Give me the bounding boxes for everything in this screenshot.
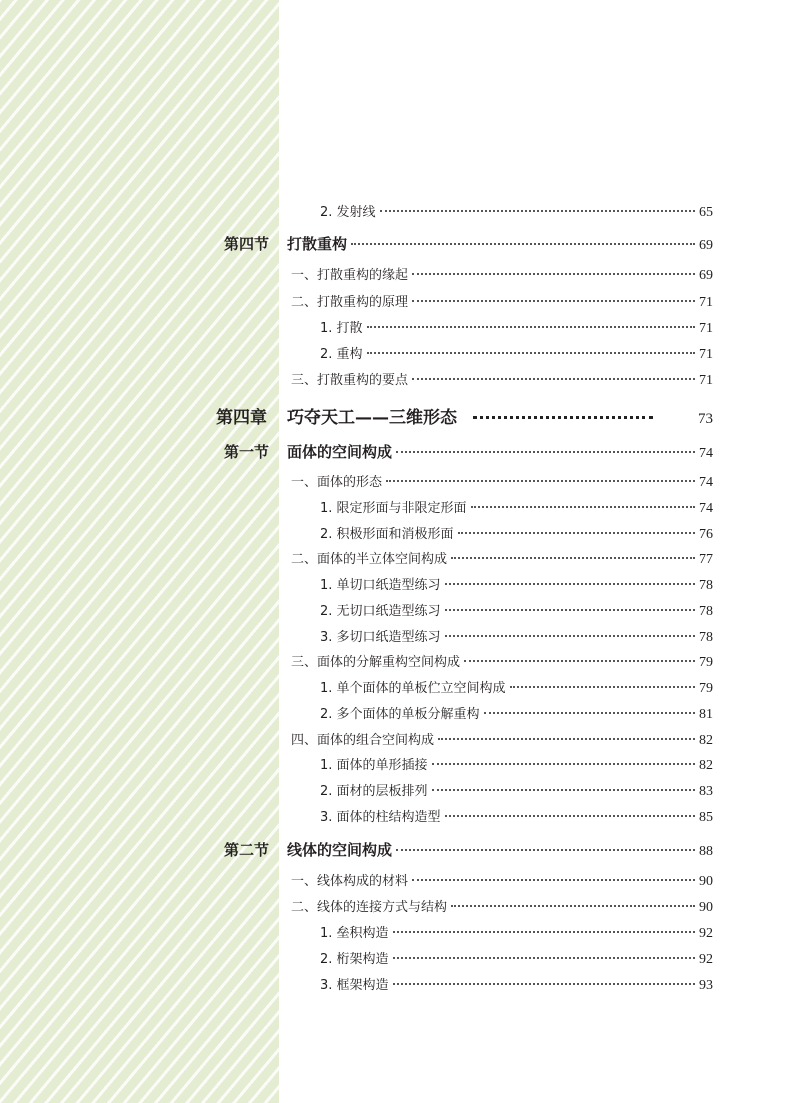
toc-entry-page: 85 [699, 810, 713, 825]
section-number: 第二节 [223, 841, 269, 859]
toc-entry-page: 90 [699, 874, 713, 889]
toc-entry-title: 2. 桁架构造 [320, 952, 389, 967]
toc-entry[interactable] [291, 729, 713, 749]
toc-entry-page: 90 [699, 900, 713, 915]
toc-entry-title: 一、线体构成的材料 [291, 874, 409, 889]
toc-entry-page: 71 [699, 295, 713, 310]
toc-entry[interactable] [320, 974, 713, 994]
dot-leader [451, 905, 695, 907]
toc-entry-title: 3. 多切口纸造型练习 [320, 630, 441, 645]
toc-entry[interactable] [287, 441, 713, 462]
dot-leader [471, 506, 695, 508]
toc-entry[interactable] [291, 369, 713, 389]
toc-entry[interactable] [287, 839, 713, 860]
toc-entry-title: 1. 单切口纸造型练习 [320, 578, 441, 593]
dot-leader [396, 451, 695, 453]
dot-leader [445, 635, 695, 637]
toc-entry-title: 2. 重构 [320, 347, 363, 362]
toc-entry[interactable] [291, 896, 713, 916]
toc-entry-title: 2. 多个面体的单板分解重构 [320, 707, 480, 722]
toc-entry-page: 78 [699, 630, 713, 645]
toc-entry[interactable] [320, 754, 713, 774]
dot-leader [510, 686, 695, 688]
dot-leader [445, 609, 695, 611]
toc-entry-title: 1. 单个面体的单板伫立空间构成 [320, 681, 506, 696]
toc-entry-page: 82 [699, 733, 713, 748]
toc-entry-title: 巧夺天工——三维形态 [287, 408, 457, 428]
toc-entry-title: 3. 面体的柱结构造型 [320, 810, 441, 825]
toc-entry[interactable] [320, 948, 713, 968]
toc-entry-page: 82 [699, 758, 713, 773]
toc-entry[interactable] [291, 548, 713, 568]
toc-entry-page: 71 [699, 373, 713, 388]
toc-entry[interactable] [320, 626, 713, 646]
toc-entry[interactable] [291, 291, 713, 311]
chapter-number: 第四章 [216, 408, 267, 428]
toc-entry-title: 2. 面材的层板排列 [320, 784, 428, 799]
dot-leader [445, 815, 695, 817]
dot-leader [451, 557, 695, 559]
toc-entry[interactable] [320, 780, 713, 800]
toc-entry-title: 2. 发射线 [320, 205, 376, 220]
toc-entry-page: 74 [699, 475, 713, 490]
toc-entry[interactable] [320, 600, 713, 620]
toc-entry-title: 1. 限定形面与非限定形面 [320, 501, 467, 516]
dot-leader [458, 532, 695, 534]
section-number: 第一节 [223, 443, 269, 461]
toc-entry-title: 一、打散重构的缘起 [291, 268, 409, 283]
toc-entry-page: 76 [699, 527, 713, 542]
toc-entry-page: 92 [699, 952, 713, 967]
dot-leader [393, 931, 695, 933]
toc-entry-title: 1. 打散 [320, 321, 363, 336]
dot-leader [484, 712, 695, 714]
toc-entry-title: 一、面体的形态 [291, 475, 383, 490]
dot-leader [438, 738, 695, 740]
dot-leader [432, 763, 695, 765]
toc-entry-page: 92 [699, 926, 713, 941]
dot-leader [412, 273, 695, 275]
toc-entry-title: 二、打散重构的原理 [291, 295, 409, 310]
toc-entry-title: 三、面体的分解重构空间构成 [291, 655, 461, 670]
dot-leader [396, 849, 695, 851]
toc-entry-page: 93 [699, 978, 713, 993]
toc-entry-title: 1. 面体的单形插接 [320, 758, 428, 773]
toc-entry-page: 78 [699, 604, 713, 619]
toc-entry[interactable] [291, 870, 713, 890]
toc-entry-title: 线体的空间构成 [287, 841, 393, 859]
toc-entry[interactable] [320, 574, 713, 594]
toc-entry[interactable] [320, 922, 713, 942]
toc-entry-page: 65 [699, 205, 713, 220]
dot-leader [367, 352, 695, 354]
toc-entry-title: 二、面体的半立体空间构成 [291, 552, 448, 567]
toc-entry-page: 69 [699, 268, 713, 283]
toc-entry-title: 2. 积极形面和消极形面 [320, 527, 454, 542]
toc-entry-title: 二、线体的连接方式与结构 [291, 900, 448, 915]
dot-leader [473, 416, 653, 419]
toc-entry-title: 2. 无切口纸造型练习 [320, 604, 441, 619]
dot-leader [367, 326, 695, 328]
toc-entry-page: 74 [699, 446, 713, 461]
toc-entry-page: 73 [698, 411, 713, 427]
toc-entry-title: 打散重构 [287, 235, 348, 253]
dot-leader [445, 583, 695, 585]
dot-leader [412, 879, 695, 881]
toc-entry[interactable] [320, 806, 713, 826]
toc-entry-title: 3. 框架构造 [320, 978, 389, 993]
toc-entry[interactable] [291, 471, 713, 491]
toc-entry-title: 面体的空间构成 [287, 443, 393, 461]
toc-entry-page: 69 [699, 238, 713, 253]
toc-entry-page: 78 [699, 578, 713, 593]
dot-leader [412, 378, 695, 380]
dot-leader [432, 789, 695, 791]
section-number: 第四节 [223, 235, 269, 253]
toc-entry[interactable] [320, 201, 713, 221]
toc-entry-page: 71 [699, 321, 713, 336]
toc-entry-page: 77 [699, 552, 713, 567]
toc-entry[interactable] [320, 343, 713, 363]
toc-entry-page: 81 [699, 707, 713, 722]
dot-leader [380, 210, 695, 212]
toc-entry-page: 79 [699, 681, 713, 696]
toc-entry[interactable] [287, 233, 713, 254]
toc-entry[interactable] [291, 264, 713, 284]
toc-entry[interactable] [320, 497, 713, 517]
toc-entry-title: 1. 垒积构造 [320, 926, 389, 941]
toc-entry[interactable] [320, 317, 713, 337]
toc-entry-page: 83 [699, 784, 713, 799]
toc-entry-page: 74 [699, 501, 713, 516]
dot-leader [386, 480, 695, 482]
toc-entry-page: 71 [699, 347, 713, 362]
toc-entry[interactable] [320, 677, 713, 697]
toc-entry-page: 79 [699, 655, 713, 670]
dot-leader [393, 983, 695, 985]
dot-leader [464, 660, 695, 662]
toc-entry[interactable] [291, 651, 713, 671]
dot-leader [351, 243, 695, 245]
toc-entry-title: 四、面体的组合空间构成 [291, 733, 435, 748]
toc-entry[interactable] [320, 703, 713, 723]
toc-entry-title: 三、打散重构的要点 [291, 373, 409, 388]
toc-entry[interactable] [287, 403, 713, 428]
dot-leader [412, 300, 695, 302]
dot-leader [393, 957, 695, 959]
toc-entry-page: 88 [699, 844, 713, 859]
toc-entry[interactable] [320, 523, 713, 543]
